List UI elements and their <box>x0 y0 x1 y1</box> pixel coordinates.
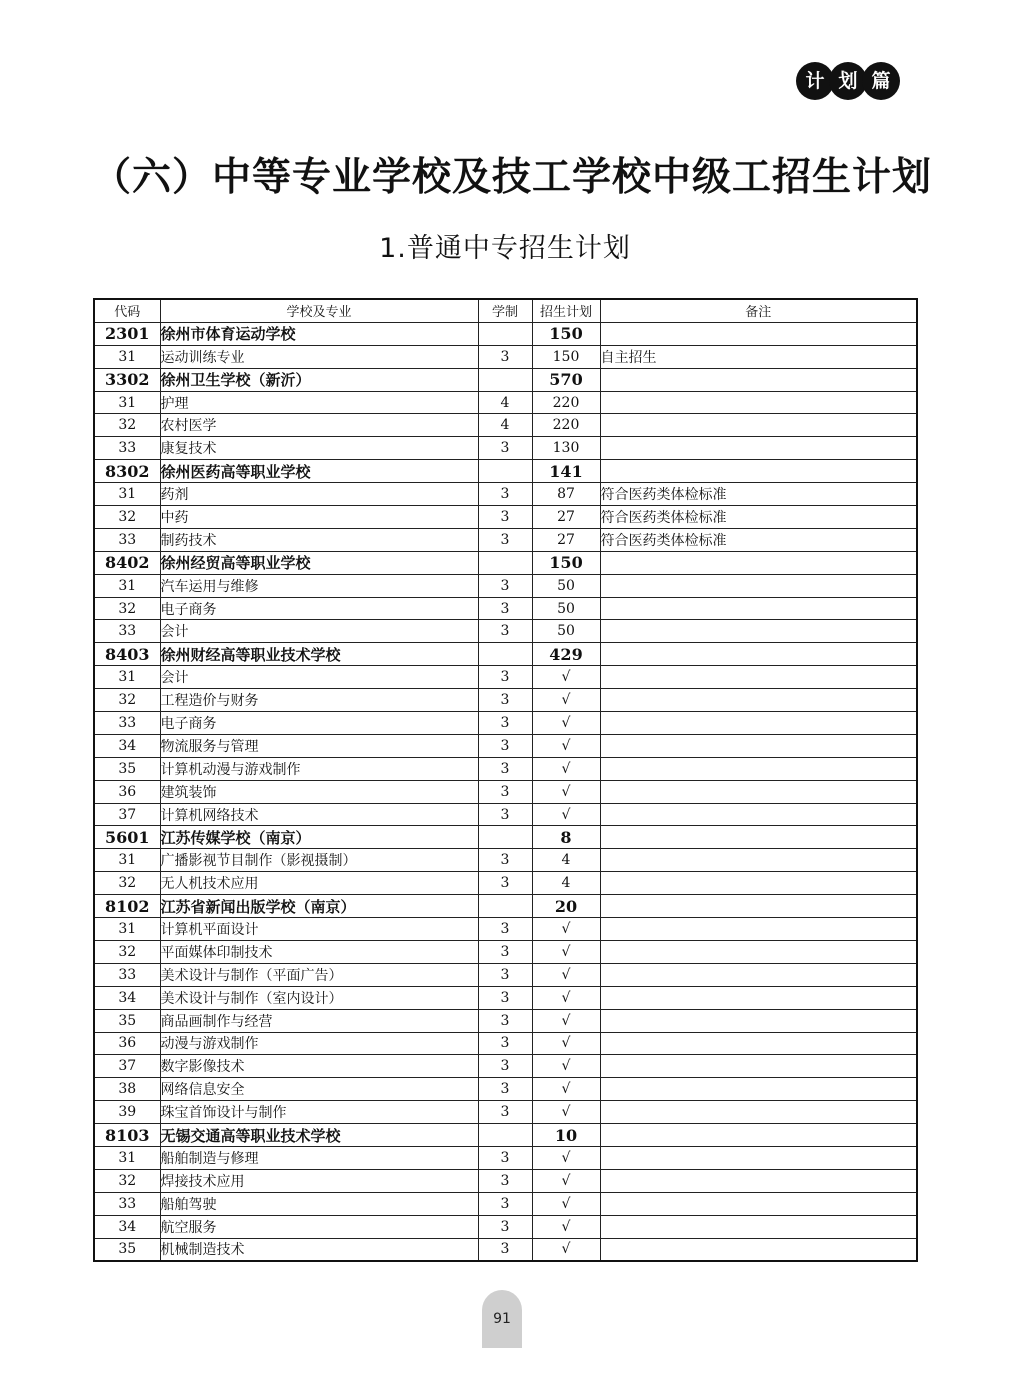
cell-duration: 3 <box>478 712 532 735</box>
cell-duration: 3 <box>478 1032 532 1055</box>
cell-plan: 220 <box>532 414 600 437</box>
cell-duration: 3 <box>478 620 532 643</box>
cell-note <box>600 391 917 414</box>
cell-note <box>600 437 917 460</box>
cell-duration: 3 <box>478 803 532 826</box>
school-row <box>94 1124 917 1147</box>
cell-school-or-major: 制药技术 <box>160 528 478 551</box>
cell-code: 37 <box>94 803 160 826</box>
cell-note <box>600 872 917 895</box>
cell-school-or-major: 电子商务 <box>160 597 478 620</box>
cell-code: 8302 <box>94 460 160 483</box>
cell-plan: 4 <box>532 872 600 895</box>
cell-code: 31 <box>94 666 160 689</box>
school-row <box>94 826 917 849</box>
section-subtitle: 1.普通中专招生计划 <box>379 233 631 264</box>
major-row <box>94 963 917 986</box>
cell-duration: 3 <box>478 918 532 941</box>
cell-code: 35 <box>94 1009 160 1032</box>
cell-code: 31 <box>94 391 160 414</box>
major-row <box>94 918 917 941</box>
cell-duration <box>478 643 532 666</box>
cell-duration: 3 <box>478 734 532 757</box>
cell-code: 34 <box>94 986 160 1009</box>
cell-note <box>600 963 917 986</box>
major-row <box>94 734 917 757</box>
cell-note <box>600 1192 917 1215</box>
cell-note <box>600 1238 917 1261</box>
column-header-school-major: 学校及专业 <box>160 299 478 322</box>
section-badge-char: 划 <box>829 62 867 100</box>
cell-plan: √ <box>532 1215 600 1238</box>
section-badge-char: 篇 <box>862 62 900 100</box>
cell-note <box>600 1124 917 1147</box>
cell-code: 36 <box>94 1032 160 1055</box>
cell-school-or-major: 电子商务 <box>160 712 478 735</box>
enrollment-plan-table <box>93 298 918 1262</box>
cell-note <box>600 918 917 941</box>
major-row <box>94 391 917 414</box>
cell-duration <box>478 460 532 483</box>
cell-note <box>600 1215 917 1238</box>
cell-school-or-major: 徐州医药高等职业学校 <box>160 460 478 483</box>
cell-plan: 20 <box>532 895 600 918</box>
cell-code: 35 <box>94 757 160 780</box>
major-row <box>94 849 917 872</box>
cell-duration: 3 <box>478 528 532 551</box>
major-row <box>94 1009 917 1032</box>
cell-code: 33 <box>94 1192 160 1215</box>
cell-code: 3302 <box>94 368 160 391</box>
major-row <box>94 1032 917 1055</box>
cell-duration: 3 <box>478 780 532 803</box>
cell-code: 33 <box>94 712 160 735</box>
cell-note <box>600 1009 917 1032</box>
cell-code: 32 <box>94 872 160 895</box>
school-row <box>94 368 917 391</box>
cell-note <box>600 849 917 872</box>
cell-plan: √ <box>532 1192 600 1215</box>
cell-code: 34 <box>94 734 160 757</box>
cell-duration: 4 <box>478 391 532 414</box>
cell-school-or-major: 计算机网络技术 <box>160 803 478 826</box>
cell-code: 2301 <box>94 322 160 345</box>
cell-plan: √ <box>532 918 600 941</box>
cell-school-or-major: 船舶制造与修理 <box>160 1146 478 1169</box>
cell-plan: √ <box>532 689 600 712</box>
major-row <box>94 1238 917 1261</box>
cell-duration: 3 <box>478 1192 532 1215</box>
cell-duration: 3 <box>478 872 532 895</box>
major-row <box>94 437 917 460</box>
cell-duration: 3 <box>478 597 532 620</box>
cell-duration: 3 <box>478 345 532 368</box>
cell-school-or-major: 航空服务 <box>160 1215 478 1238</box>
cell-code: 32 <box>94 506 160 529</box>
cell-code: 31 <box>94 849 160 872</box>
cell-duration: 3 <box>478 1238 532 1261</box>
table-body <box>94 322 917 1261</box>
major-row <box>94 1215 917 1238</box>
cell-school-or-major: 徐州财经高等职业技术学校 <box>160 643 478 666</box>
cell-school-or-major: 无锡交通高等职业技术学校 <box>160 1124 478 1147</box>
major-row <box>94 712 917 735</box>
cell-duration <box>478 551 532 574</box>
cell-note <box>600 643 917 666</box>
cell-plan: √ <box>532 1078 600 1101</box>
cell-duration: 3 <box>478 1169 532 1192</box>
cell-school-or-major: 美术设计与制作（平面广告） <box>160 963 478 986</box>
cell-school-or-major: 护理 <box>160 391 478 414</box>
table-header-row <box>94 299 917 322</box>
column-header-note: 备注 <box>600 299 917 322</box>
cell-school-or-major: 运动训练专业 <box>160 345 478 368</box>
cell-school-or-major: 会计 <box>160 666 478 689</box>
cell-duration <box>478 826 532 849</box>
cell-note <box>600 780 917 803</box>
cell-plan: 150 <box>532 551 600 574</box>
cell-code: 5601 <box>94 826 160 849</box>
cell-plan: 570 <box>532 368 600 391</box>
cell-school-or-major: 物流服务与管理 <box>160 734 478 757</box>
cell-school-or-major: 数字影像技术 <box>160 1055 478 1078</box>
cell-note <box>600 689 917 712</box>
cell-school-or-major: 计算机动漫与游戏制作 <box>160 757 478 780</box>
cell-code: 35 <box>94 1238 160 1261</box>
cell-duration: 3 <box>478 1078 532 1101</box>
section-badge-char: 计 <box>796 62 834 100</box>
cell-duration: 3 <box>478 437 532 460</box>
cell-code: 33 <box>94 620 160 643</box>
cell-duration <box>478 1124 532 1147</box>
cell-school-or-major: 康复技术 <box>160 437 478 460</box>
cell-school-or-major: 江苏传媒学校（南京） <box>160 826 478 849</box>
cell-code: 33 <box>94 963 160 986</box>
school-row <box>94 895 917 918</box>
major-row <box>94 597 917 620</box>
cell-duration: 3 <box>478 849 532 872</box>
major-row <box>94 345 917 368</box>
cell-code: 34 <box>94 1215 160 1238</box>
cell-code: 8403 <box>94 643 160 666</box>
cell-code: 32 <box>94 597 160 620</box>
major-row <box>94 872 917 895</box>
page-title: （六）中等专业学校及技工学校中级工招生计划 <box>91 154 932 200</box>
cell-note <box>600 1078 917 1101</box>
column-header-duration: 学制 <box>478 299 532 322</box>
cell-code: 32 <box>94 414 160 437</box>
cell-note <box>600 1101 917 1124</box>
cell-plan: 141 <box>532 460 600 483</box>
school-row <box>94 643 917 666</box>
major-row <box>94 483 917 506</box>
cell-plan: 130 <box>532 437 600 460</box>
cell-plan: 27 <box>532 506 600 529</box>
cell-plan: √ <box>532 757 600 780</box>
cell-duration: 3 <box>478 574 532 597</box>
cell-note <box>600 322 917 345</box>
school-row <box>94 322 917 345</box>
cell-school-or-major: 汽车运用与维修 <box>160 574 478 597</box>
cell-school-or-major: 船舶驾驶 <box>160 1192 478 1215</box>
cell-plan: 27 <box>532 528 600 551</box>
cell-school-or-major: 商品画制作与经营 <box>160 1009 478 1032</box>
school-row <box>94 551 917 574</box>
cell-plan: 4 <box>532 849 600 872</box>
cell-school-or-major: 机械制造技术 <box>160 1238 478 1261</box>
major-row <box>94 986 917 1009</box>
cell-duration: 3 <box>478 506 532 529</box>
cell-duration: 3 <box>478 1101 532 1124</box>
cell-school-or-major: 徐州经贸高等职业学校 <box>160 551 478 574</box>
cell-note <box>600 1032 917 1055</box>
cell-school-or-major: 徐州卫生学校（新沂） <box>160 368 478 391</box>
cell-duration: 3 <box>478 666 532 689</box>
cell-plan: √ <box>532 780 600 803</box>
cell-plan: √ <box>532 986 600 1009</box>
cell-duration: 3 <box>478 1146 532 1169</box>
cell-plan: √ <box>532 940 600 963</box>
cell-note: 自主招生 <box>600 345 917 368</box>
cell-school-or-major: 中药 <box>160 506 478 529</box>
cell-code: 31 <box>94 483 160 506</box>
page-number: 91 <box>493 1311 511 1327</box>
cell-duration <box>478 322 532 345</box>
major-row <box>94 940 917 963</box>
major-row <box>94 1078 917 1101</box>
cell-code: 8102 <box>94 895 160 918</box>
major-row <box>94 689 917 712</box>
cell-code: 31 <box>94 918 160 941</box>
cell-duration: 3 <box>478 757 532 780</box>
cell-plan: 8 <box>532 826 600 849</box>
cell-code: 33 <box>94 528 160 551</box>
cell-note <box>600 803 917 826</box>
cell-plan: √ <box>532 1009 600 1032</box>
column-header-plan: 招生计划 <box>532 299 600 322</box>
cell-code: 31 <box>94 345 160 368</box>
cell-school-or-major: 动漫与游戏制作 <box>160 1032 478 1055</box>
cell-plan: √ <box>532 666 600 689</box>
cell-school-or-major: 江苏省新闻出版学校（南京） <box>160 895 478 918</box>
cell-duration: 3 <box>478 1009 532 1032</box>
cell-note <box>600 712 917 735</box>
cell-note <box>600 1055 917 1078</box>
cell-plan: √ <box>532 963 600 986</box>
cell-note <box>600 620 917 643</box>
cell-school-or-major: 农村医学 <box>160 414 478 437</box>
major-row <box>94 574 917 597</box>
cell-note <box>600 414 917 437</box>
cell-school-or-major: 网络信息安全 <box>160 1078 478 1101</box>
cell-code: 37 <box>94 1055 160 1078</box>
cell-school-or-major: 珠宝首饰设计与制作 <box>160 1101 478 1124</box>
cell-note <box>600 757 917 780</box>
cell-duration <box>478 895 532 918</box>
cell-note <box>600 895 917 918</box>
cell-plan: √ <box>532 1238 600 1261</box>
cell-plan: √ <box>532 1169 600 1192</box>
cell-school-or-major: 平面媒体印制技术 <box>160 940 478 963</box>
cell-code: 32 <box>94 689 160 712</box>
cell-code: 36 <box>94 780 160 803</box>
cell-note <box>600 551 917 574</box>
cell-duration: 4 <box>478 414 532 437</box>
cell-plan: 87 <box>532 483 600 506</box>
cell-code: 32 <box>94 940 160 963</box>
major-row <box>94 1146 917 1169</box>
cell-code: 8103 <box>94 1124 160 1147</box>
major-row <box>94 1192 917 1215</box>
cell-plan: √ <box>532 803 600 826</box>
cell-code: 33 <box>94 437 160 460</box>
cell-plan: √ <box>532 1101 600 1124</box>
cell-duration <box>478 368 532 391</box>
major-row <box>94 780 917 803</box>
cell-plan: 150 <box>532 345 600 368</box>
cell-plan: 150 <box>532 322 600 345</box>
cell-code: 32 <box>94 1169 160 1192</box>
cell-note: 符合医药类体检标准 <box>600 528 917 551</box>
cell-school-or-major: 计算机平面设计 <box>160 918 478 941</box>
major-row <box>94 803 917 826</box>
cell-note <box>600 574 917 597</box>
school-row <box>94 460 917 483</box>
cell-note <box>600 460 917 483</box>
cell-plan: 220 <box>532 391 600 414</box>
cell-code: 31 <box>94 574 160 597</box>
cell-plan: √ <box>532 712 600 735</box>
cell-note <box>600 734 917 757</box>
cell-duration: 3 <box>478 483 532 506</box>
cell-school-or-major: 无人机技术应用 <box>160 872 478 895</box>
cell-plan: 10 <box>532 1124 600 1147</box>
section-badge <box>796 62 902 104</box>
cell-note <box>600 826 917 849</box>
cell-plan: 50 <box>532 620 600 643</box>
cell-school-or-major: 会计 <box>160 620 478 643</box>
major-row <box>94 1101 917 1124</box>
page-number-tab <box>482 1290 522 1348</box>
major-row <box>94 757 917 780</box>
cell-plan: 50 <box>532 597 600 620</box>
cell-note <box>600 597 917 620</box>
cell-note <box>600 666 917 689</box>
cell-school-or-major: 徐州市体育运动学校 <box>160 322 478 345</box>
cell-plan: 50 <box>532 574 600 597</box>
cell-note <box>600 940 917 963</box>
major-row <box>94 414 917 437</box>
cell-duration: 3 <box>478 940 532 963</box>
major-row <box>94 1169 917 1192</box>
cell-duration: 3 <box>478 689 532 712</box>
cell-code: 38 <box>94 1078 160 1101</box>
major-row <box>94 666 917 689</box>
cell-note: 符合医药类体检标准 <box>600 483 917 506</box>
cell-school-or-major: 工程造价与财务 <box>160 689 478 712</box>
cell-duration: 3 <box>478 963 532 986</box>
major-row <box>94 506 917 529</box>
cell-note <box>600 368 917 391</box>
cell-school-or-major: 广播影视节目制作（影视摄制） <box>160 849 478 872</box>
cell-duration: 3 <box>478 1215 532 1238</box>
cell-note: 符合医药类体检标准 <box>600 506 917 529</box>
cell-plan: 429 <box>532 643 600 666</box>
cell-school-or-major: 焊接技术应用 <box>160 1169 478 1192</box>
cell-code: 8402 <box>94 551 160 574</box>
cell-school-or-major: 美术设计与制作（室内设计） <box>160 986 478 1009</box>
cell-note <box>600 1169 917 1192</box>
cell-note <box>600 986 917 1009</box>
cell-school-or-major: 药剂 <box>160 483 478 506</box>
cell-school-or-major: 建筑装饰 <box>160 780 478 803</box>
cell-code: 31 <box>94 1146 160 1169</box>
cell-code: 39 <box>94 1101 160 1124</box>
cell-note <box>600 1146 917 1169</box>
major-row <box>94 1055 917 1078</box>
cell-plan: √ <box>532 734 600 757</box>
cell-duration: 3 <box>478 986 532 1009</box>
column-header-code: 代码 <box>94 299 160 322</box>
major-row <box>94 620 917 643</box>
major-row <box>94 528 917 551</box>
cell-plan: √ <box>532 1055 600 1078</box>
cell-plan: √ <box>532 1146 600 1169</box>
cell-duration: 3 <box>478 1055 532 1078</box>
cell-plan: √ <box>532 1032 600 1055</box>
